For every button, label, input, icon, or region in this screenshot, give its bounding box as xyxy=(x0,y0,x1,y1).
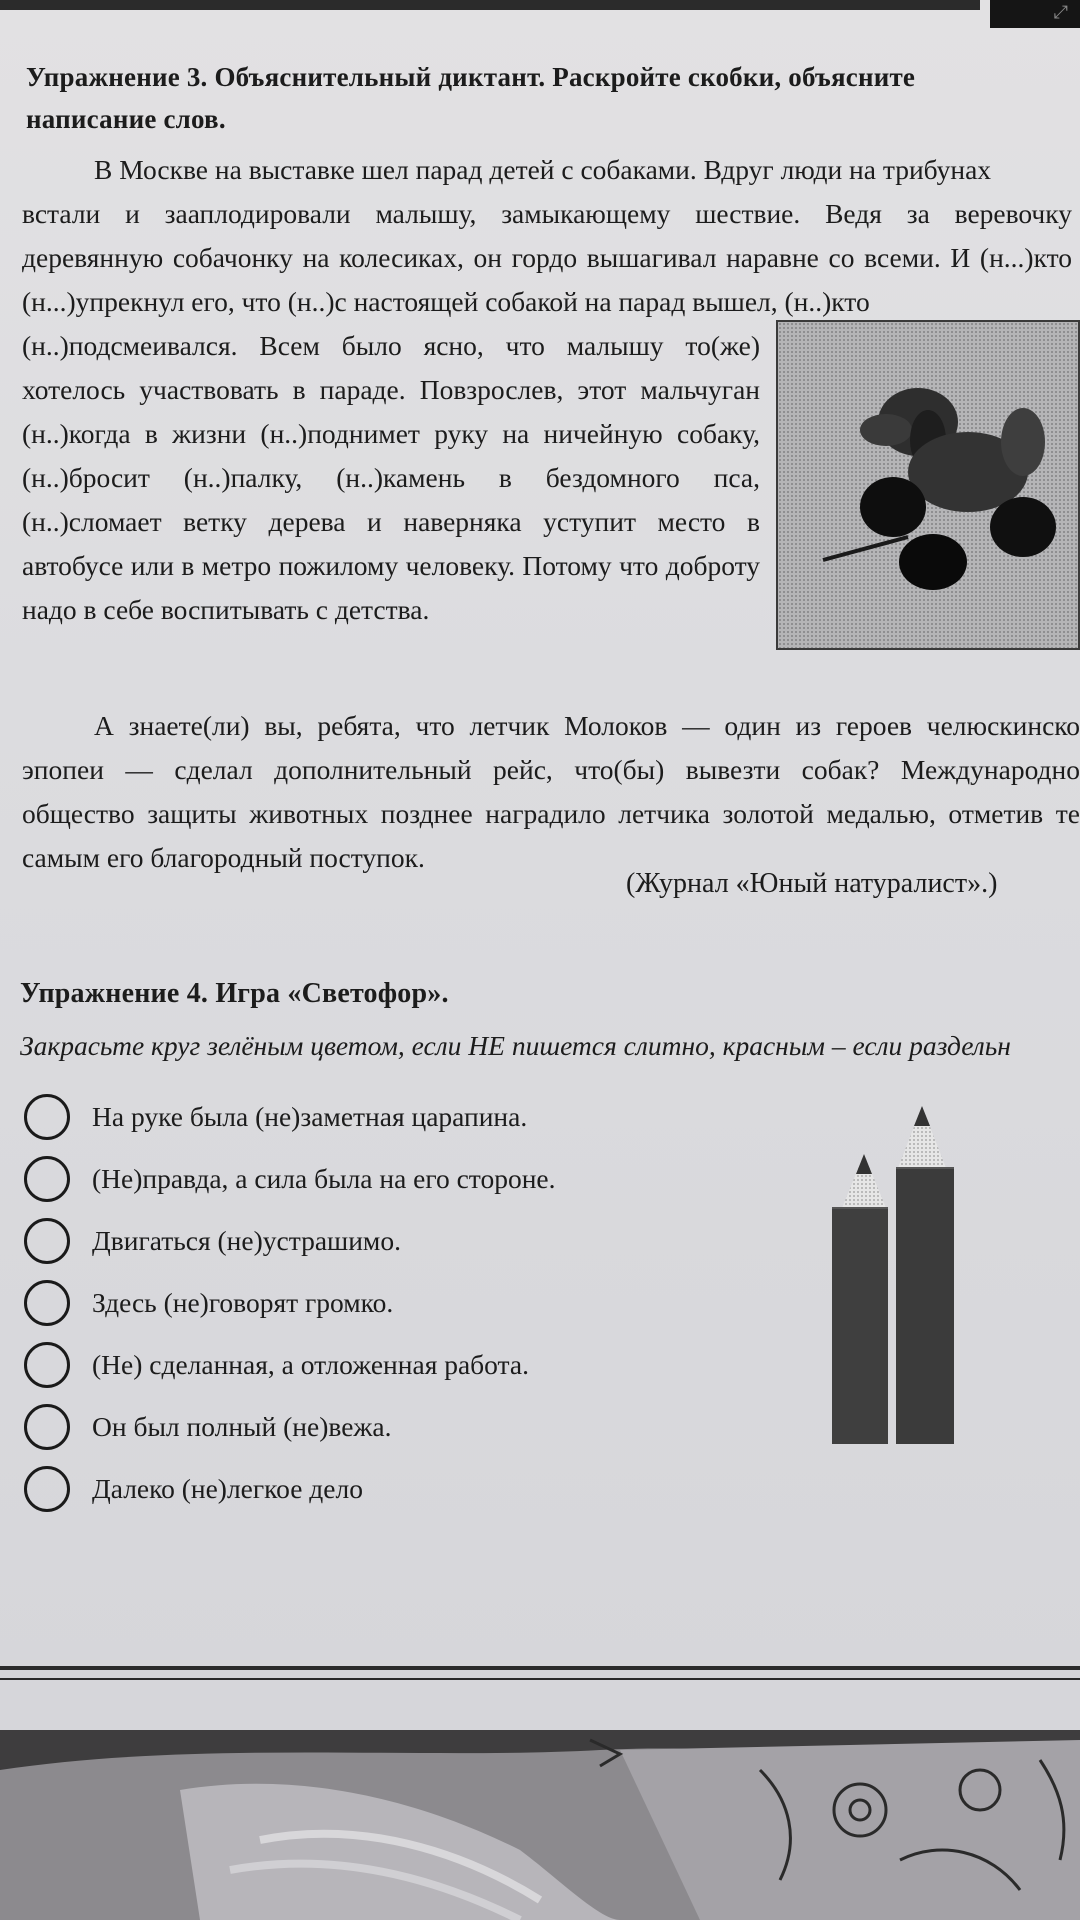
top-border xyxy=(0,0,980,10)
circle-checkbox[interactable] xyxy=(24,1342,70,1388)
item-text: Он был полный (не)вежа. xyxy=(92,1411,392,1442)
list-item xyxy=(24,1396,556,1458)
paragraph2-first-line: А знаете(ли) вы, ребята, что летчик Молоков — один из героев челюскинско xyxy=(94,710,1080,741)
item-text: Здесь (не)говорят громко. xyxy=(92,1287,394,1318)
circle-checkbox[interactable] xyxy=(24,1094,70,1140)
paragraph1-line1: В Москве на выставке шел парад детей с собаками. Вдруг люди на трибунах xyxy=(94,154,992,185)
dog-toy-icon xyxy=(778,322,1078,648)
item-text: (Не) сделанная, а отложенная работа. xyxy=(92,1349,529,1380)
item-text: (Не)правда, а сила была на его стороне. xyxy=(92,1163,556,1194)
list-item xyxy=(24,1334,556,1396)
circle-checkbox[interactable] xyxy=(24,1280,70,1326)
circle-checkbox[interactable] xyxy=(24,1156,70,1202)
exercise3-heading-line2: написание слов. xyxy=(26,104,226,134)
circle-checkbox[interactable] xyxy=(24,1404,70,1450)
dog-toy-photo xyxy=(776,320,1080,650)
pencils-illustration xyxy=(812,1098,972,1453)
list-item xyxy=(24,1458,556,1520)
circle-checkbox[interactable] xyxy=(24,1466,70,1512)
paragraph1-wrapped-lines: (н..)подсмеивался. Всем было ясно, что малышу то(же) хотелось участвовать в параде. Повзрослев, этот мальчуган (н..)когда в жизни (н..)поднимет руку на ничейную собаку, (н..)бросит (н..)палку, (н..)камень в бездомного пса, (н..)сломает ветку дерева и наверняка уступит место в автобусе или в метро пожилому человеку. Потому что доброту надо в себе воспитывать с детства. xyxy=(22,330,760,625)
item-text: Двигаться (не)устрашимо. xyxy=(92,1225,401,1256)
fabric-pattern-icon xyxy=(0,1730,1080,1920)
paragraph2-rest: эпопеи — сделал дополнительный рейс, что(бы) вывезти собак? Международно общество защиты животных позднее наградило летчика золотой медалью, отметив те самым его благородный поступок. xyxy=(22,754,1080,873)
list-item xyxy=(24,1086,556,1148)
background-fabric xyxy=(0,1730,1080,1920)
corner-badge xyxy=(990,0,1080,28)
bottom-rule xyxy=(0,1666,1080,1670)
expand-icon: ⤢ xyxy=(1053,2,1068,23)
exercise4-task: Закрасьте круг зелёным цветом, если НЕ пишется слитно, красным – если раздельн xyxy=(20,1030,1011,1061)
paragraph1-full-lines: встали и зааплодировали малышу, замыкающему шествие. Ведя за веревочку деревянную собачонку на колесиках, он гордо вышагивал наравне со всеми. И (н...)кто (н...)упрекнул его, что (н..)с настоящей собакой на парад вышел, (н..)кто xyxy=(22,198,1072,317)
paragraph2 xyxy=(22,704,1080,880)
list-item xyxy=(24,1148,556,1210)
exercise4-list xyxy=(24,1086,556,1520)
bottom-rule-thin xyxy=(0,1678,1080,1680)
item-text: На руке была (не)заметная царапина. xyxy=(92,1101,528,1132)
list-item xyxy=(24,1210,556,1272)
item-text: Далеко (не)легкое дело xyxy=(92,1473,363,1504)
circle-checkbox[interactable] xyxy=(24,1218,70,1264)
exercise4-heading: Упражнение 4. Игра «Светофор». xyxy=(20,978,449,1009)
exercise3-heading-line1: Упражнение 3. Объяснительный диктант. Раскройте скобки, объясните xyxy=(26,62,916,92)
list-item xyxy=(24,1272,556,1334)
source-citation: (Журнал «Юный натуралист».) xyxy=(626,868,998,899)
pencil-icon xyxy=(812,1098,972,1448)
